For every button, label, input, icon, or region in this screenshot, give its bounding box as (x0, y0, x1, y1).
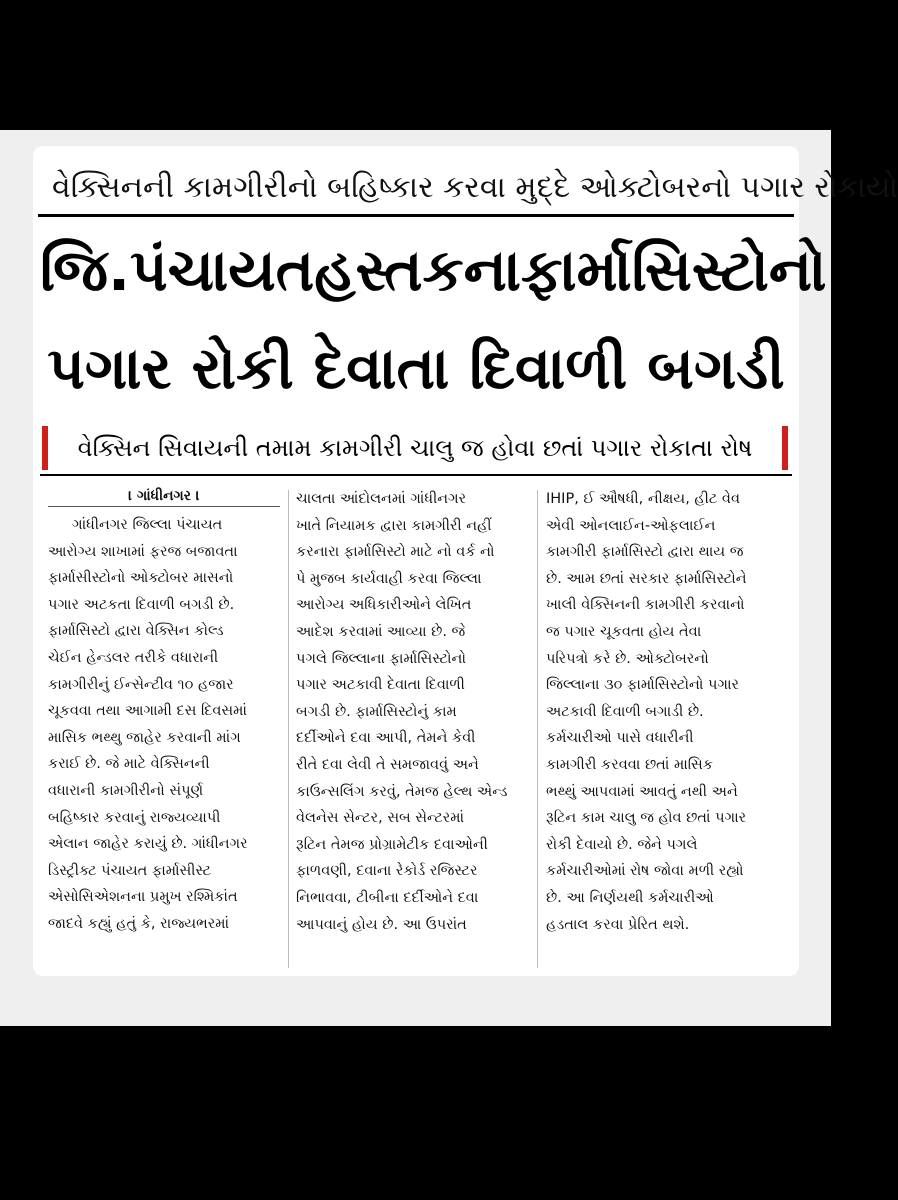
text-line: ભથ્થું આપવામાં આવતું નથી અને (546, 783, 738, 800)
text-line: દર્દીઓને દવા આપી, તેમને કેવી (296, 730, 476, 747)
text-line: રૂટિન તેમજ પ્રોગ્રામેટીક દવાઓની (296, 836, 488, 853)
text-line: માસિક ભથ્થુ જાહેર કરવાની માંગ (48, 729, 241, 746)
text-line: આરોગ્ય શાખામાં ફરજ બજાવતા (48, 543, 238, 560)
text-line: રૂટિન કામ ચાલુ જ હોવ છતાં પગાર (546, 810, 747, 827)
text-line: છે. આ નિર્ણયથી કર્મચારીઓ (546, 889, 714, 906)
text-line: પગલે જિલ્લાના ફાર્માસિસ્ટોનો (296, 650, 466, 667)
text-line: IHIP, ઈ ઔષધી, નીક્ષય, હીટ વેવ (546, 491, 740, 507)
text-line: પગાર અટકતા દિવાળી બગડી છે. (48, 596, 235, 613)
text-line: જિલ્લાના ૩૦ ફાર્માસિસ્ટોનો પગાર (546, 677, 740, 694)
bottom-black-band (0, 1026, 831, 1200)
text-line: આરોગ્ય અધિકારીઓને લેખિત (296, 597, 472, 614)
subheadline-box (42, 426, 788, 470)
top-black-band (0, 0, 831, 130)
text-line: કર્મચારીઓ પાસે વધારીની (546, 730, 694, 747)
text-line: ચેઈન હેન્ડલર તરીકે વધારાની (48, 649, 219, 666)
text-line: ફાર્માસિસ્ટો દ્વારા વેક્સિન કોલ્ડ (48, 623, 224, 640)
text-line: એસોસિએશનના પ્રમુખ રશ્મિકાંત (48, 889, 238, 906)
text-line: કામગીરી ફાર્માસિસ્ટો દ્વારા થાય જ (546, 544, 744, 561)
column-divider (537, 490, 538, 968)
text-line: ખાલી વેક્સિનની કામગીરી કરવાનો (546, 597, 745, 614)
text-line: કર્મચારીઓમાં રોષ જોવા મળી રહ્યો (546, 863, 744, 880)
text-line: પે મુજબ કાર્યવાહી કરવા જિલ્લા (296, 570, 482, 587)
text-line: કરાઈ છે. જે માટે વેક્સિનની (48, 756, 210, 773)
text-line: કરનારા ફાર્માસિસ્ટો માટે નો વર્ક નો (296, 544, 495, 561)
text-line: ચાલતા આંદોલનમાં ગાંધીનગર (296, 491, 467, 507)
text-line: જાદવે કહ્યું હતું કે, રાજ્યભરમાં (48, 915, 230, 932)
main-headline-line-1: જિ.પંચાયતહસ્તકનાફાર્માસિસ્ટોનો (40, 236, 827, 304)
text-line: કામગીરીનું ઈન્સેન્ટીવ ૧૦ હજાર (48, 676, 234, 693)
text-line: પગાર અટકાવી દેવાતા દિવાળી (296, 677, 465, 694)
text-line: છે. આમ છતાં સરકાર ફાર્માસિસ્ટોને (546, 570, 747, 587)
text-line: રીતે દવા લેવી તે સમજાવવું અને (296, 756, 479, 773)
divider-rule (40, 474, 792, 476)
article-column-1 (48, 512, 280, 938)
subheadline: વેક્સિન સિવાયની તમામ કામગીરી ચાલુ જ હોવા છતાં પગાર રોકાતા રોષ (77, 434, 753, 462)
text-line: વેલનેસ સેન્ટર, સબ સેન્ટરમાં (296, 810, 465, 827)
text-line: એલાન જાહેર કરાયું છે. ગાંધીનગર (48, 836, 248, 853)
text-line: આદેશ કરવામાં આવ્યા છે. જે (296, 623, 466, 640)
kicker-headline: વેક્સિનની કામગીરીનો બહિષ્કાર કરવા મુદ્દે ઓક્ટોબરનો પગાર રોકાયો (52, 170, 898, 205)
text-line: ફાર્માસીસ્ટોનો ઓક્ટોબર માસનો (48, 570, 234, 587)
text-line: ડિસ્ટ્રીક્ટ પંચાયત ફાર્માસીસ્ટ (48, 862, 212, 879)
text-line: ગાંધીનગર જિલ્લા પંચાયત (72, 517, 223, 533)
text-line: નિભાવવા, ટીબીના દર્દીઓને દવા (296, 889, 479, 906)
text-line: કાઉન્સલિંગ કરવું, તેમજ હેલ્થ એન્ડ (296, 783, 508, 800)
text-line: બગડી છે. ફાર્માસિસ્ટોનું કામ (296, 703, 457, 720)
text-line: હડતાલ કરવા પ્રેરિત થશે. (546, 916, 690, 933)
text-line: એવી ઓનલાઈન-ઓફલાઈન (546, 517, 716, 534)
dateline: । ગાંધીનગર । (48, 484, 280, 508)
text-line: ચૂકવવા તથા આગામી દસ દિવસમાં (48, 703, 247, 720)
divider-rule (38, 214, 794, 217)
text-line: ફાળવણી, દવાના રેકોર્ડ રજિસ્ટર (296, 863, 478, 880)
article-column-2 (296, 486, 528, 938)
article-column-3 (546, 486, 782, 938)
text-line: ખાતે નિયામક દ્વારા કામગીરી નહીં (296, 517, 492, 534)
text-line: રોકી દેવાયો છે. જેને પગલે (546, 836, 698, 853)
text-line: પરિપત્રો કરે છે. ઓક્ટોબરનો (546, 650, 709, 667)
text-line: કામગીરી કરવવા છતાં માસિક (546, 756, 714, 773)
main-headline-line-2: પગાર રોકી દેવાતા દિવાળી બગડી (47, 334, 785, 402)
text-line: વધારાની કામગીરીનો સંપૂર્ણ (48, 782, 204, 799)
text-line: આપવાનું હોય છે. આ ઉપરાંત (296, 916, 467, 933)
column-divider (288, 490, 289, 968)
text-line: અટકાવી દિવાળી બગાડી છે. (546, 703, 704, 720)
text-line: બહિષ્કાર કરવાનું રાજ્યવ્યાપી (48, 809, 221, 826)
text-line: જ પગાર ચૂકવતા હોય તેવા (546, 623, 702, 640)
